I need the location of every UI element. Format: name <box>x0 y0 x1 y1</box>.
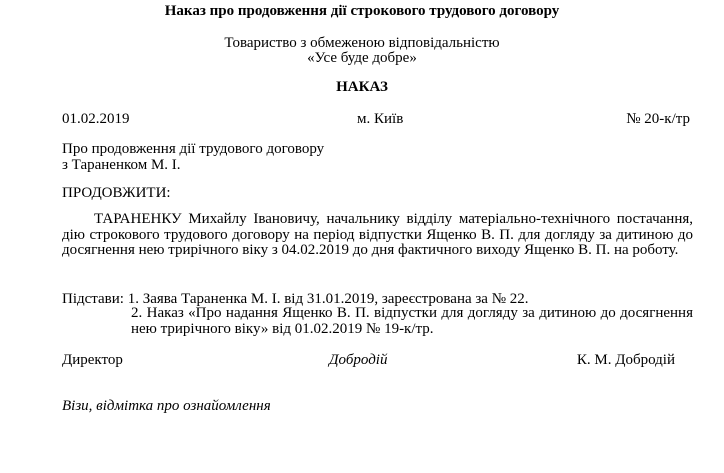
order-body-paragraph: ТАРАНЕНКУ Михайлу Івановичу, начальнику відділу матеріально-технічного постачання, дію строкового трудового договору на період відпустки Ященко В. П. для догляду за дитиною до досягнення нею трирічного віку з 04.02.2019 до дня фактичного виходу Ященко В. П. на роботу. <box>62 211 693 258</box>
order-city: м. Київ <box>357 111 404 127</box>
document-title: Наказ про продовження дії строкового трудового договору <box>164 3 560 19</box>
order-date: 01.02.2019 <box>62 111 130 127</box>
director-signature: Добродій <box>329 352 388 368</box>
directive-heading: ПРОДОВЖИТИ: <box>62 185 171 201</box>
subject-line2: з Тараненком М. І. <box>62 157 181 173</box>
director-name: К. М. Добродій <box>576 352 675 368</box>
basis-item-1: Підстави: 1. Заява Тараненка М. І. від 31.01.2019, зареєстрована за № 22. <box>62 291 529 307</box>
visa-note: Візи, відмітка про ознайомлення <box>62 398 271 414</box>
company-name-line1: Товариство з обмеженою відповідальністю <box>224 35 500 51</box>
subject-line1: Про продовження дії трудового договору <box>62 141 325 157</box>
order-number: № 20-к/тр <box>626 111 690 127</box>
basis-item-2: 2. Наказ «Про надання Ященко В. П. відпустки для догляду за дитиною до досягнення нею трирічного віку» від 01.02.2019 № 19-к/тр. <box>131 305 693 337</box>
document-type-heading: НАКАЗ <box>336 79 388 95</box>
director-label: Директор <box>62 352 123 368</box>
company-name-line2: «Усе буде добре» <box>307 50 417 66</box>
